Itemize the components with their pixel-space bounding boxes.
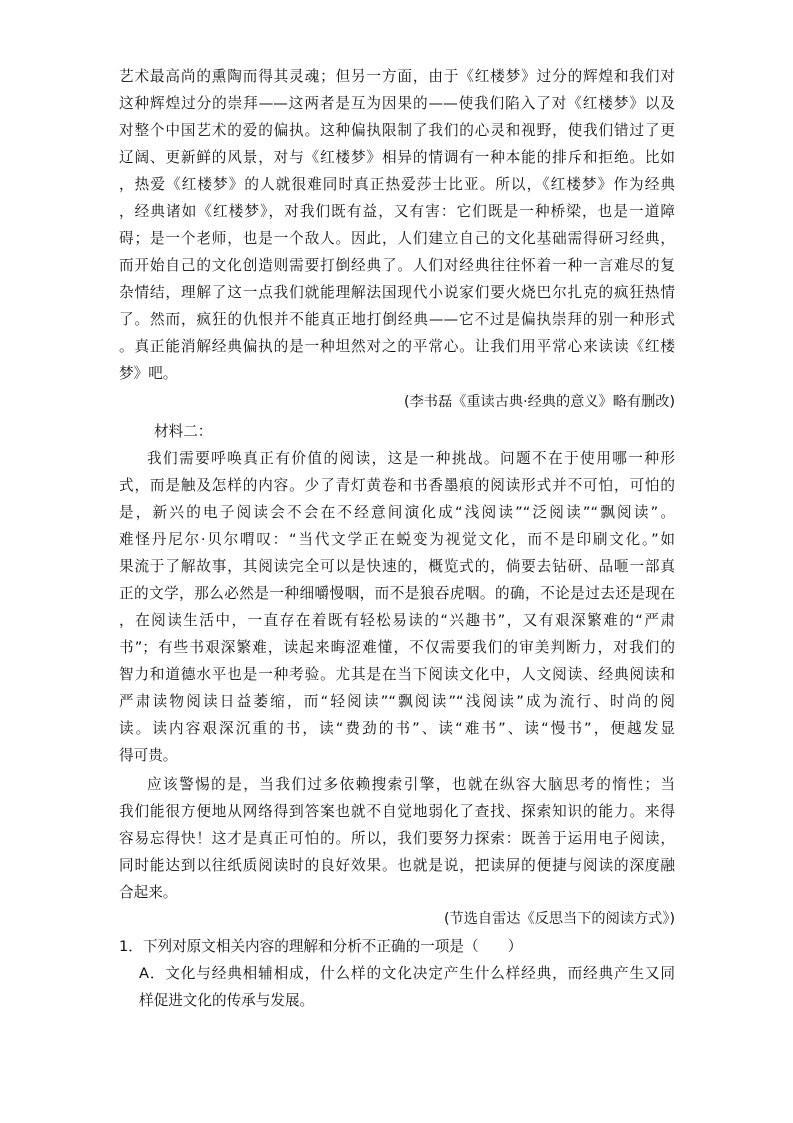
passage2-line: 果流于了解故事，其阅读完全可以是快速的，概览式的，倘要去钻研、品咂一部真 [119, 558, 675, 575]
passage2-line: 读。读内容艰深沉重的书，读“费劲的书”、读“难书”、读“慢书”，便越发显 [119, 720, 675, 737]
question-stem: 1．下列对原文相关内容的理解和分析不正确的一项是（ ） [119, 938, 523, 955]
passage2-title: 材料二： [154, 423, 213, 440]
passage2-line: 容易忘得快！这才是真正可怕的。所以，我们要努力探索：既善于运用电子阅读， [119, 830, 675, 847]
passage2-line: 严肃读物阅读日益萎缩，而“轻阅读”“飘阅读”“浅阅读”成为流行、时尚的阅 [119, 693, 675, 710]
passage1-line: 杂情结，理解了这一点我们就能理解法国现代小说家们要火烧巴尔扎克的疯狂热情 [119, 284, 675, 301]
passage2-line: 同时能达到以往纸质阅读时的良好效果。也就是说，把读屏的便捷与阅读的深度融 [119, 857, 675, 874]
passage1-line: 碍；是一个老师，也是一个敌人。因此，人们建立自己的文化基础需得研习经典， [119, 230, 675, 247]
passage2-line: 正的文学，那么必然是一种细嚼慢咽，而不是狼吞虎咽。的确，不论是过去还是现在 [119, 585, 675, 602]
passage1-line: 艺术最高尚的熏陶而得其灵魂；但另一方面，由于《红楼梦》过分的辉煌和我们对 [119, 68, 675, 85]
passage1-line: 梦》吧。 [119, 365, 178, 382]
option-a-line: 样促进文化的传承与发展。 [139, 992, 315, 1009]
passage2-line: 难怪丹尼尔·贝尔喟叹：“当代文学正在蜕变为视觉文化，而不是印刷文化。”如 [119, 531, 675, 548]
passage2-line: 是，新兴的电子阅读会不会在不经意间演化成“浅阅读”“泛阅读”“飘阅读”。 [119, 504, 675, 521]
passage2-line: ，在阅读生活中，一直存在着既有轻松易读的“兴趣书”，又有艰深繁难的“严肃 [119, 612, 675, 629]
passage2-line: 合起来。 [119, 884, 178, 901]
passage1-line: ，经典诸如《红楼梦》，对我们既有益，又有害：它们既是一种桥梁，也是一道障 [119, 203, 675, 220]
passage2-line: 应该警惕的是，当我们过多依赖搜索引擎，也就在纵容大脑思考的惰性；当 [147, 776, 675, 793]
passage2-line: 得可贵。 [119, 747, 178, 764]
passage2-line: 书”；有些书艰深繁难，读起来晦涩难懂，不仅需要我们的审美判断力，对我们的 [119, 639, 675, 656]
option-a-line: A．文化与经典相辅相成，什么样的文化决定产生什么样经典，而经典产生又同 [139, 965, 675, 982]
passage2-line: 我们需要呼唤真正有价值的阅读，这是一种挑战。问题不在于使用哪一种形 [147, 450, 675, 467]
passage1-line: 对整个中国艺术的爱的偏执。这种偏执限制了我们的心灵和视野，使我们错过了更 [119, 122, 675, 139]
passage2-source: (节选自雷达《反思当下的阅读方式》) [444, 911, 675, 927]
passage1-source: (李书磊《重读古典·经典的意义》略有删改) [404, 394, 675, 410]
passage1-line: ，热爱《红楼梦》的人就很难同时真正热爱莎士比亚。所以，《红楼梦》作为经典 [119, 176, 675, 193]
passage2-line: 我们能很方便地从网络得到答案也就不自觉地弱化了查找、探索知识的能力。来得 [119, 803, 675, 820]
passage2-line: 式，而是触及怎样的内容。少了青灯黄卷和书香墨痕的阅读形式并不可怕，可怕的 [119, 477, 675, 494]
passage1-line: 辽阔、更新鲜的风景，对与《红楼梦》相异的情调有一种本能的排斥和拒绝。比如 [119, 149, 675, 166]
passage1-line: 而开始自己的文化创造则需要打倒经典了。人们对经典往往怀着一种一言难尽的复 [119, 257, 675, 274]
passage1-line: 。真正能消解经典偏执的是一种坦然对之的平常心。让我们用平常心来读读《红楼 [119, 338, 675, 355]
passage1-line: 这种辉煌过分的崇拜——这两者是互为因果的——使我们陷入了对《红楼梦》以及 [119, 95, 675, 112]
passage1-line: 了。然而，疯狂的仇恨并不能真正地打倒经典——它不过是偏执崇拜的别一种形式 [119, 311, 675, 328]
passage2-line: 智力和道德水平也是一种考验。尤其是在当下阅读文化中，人文阅读、经典阅读和 [119, 666, 675, 683]
